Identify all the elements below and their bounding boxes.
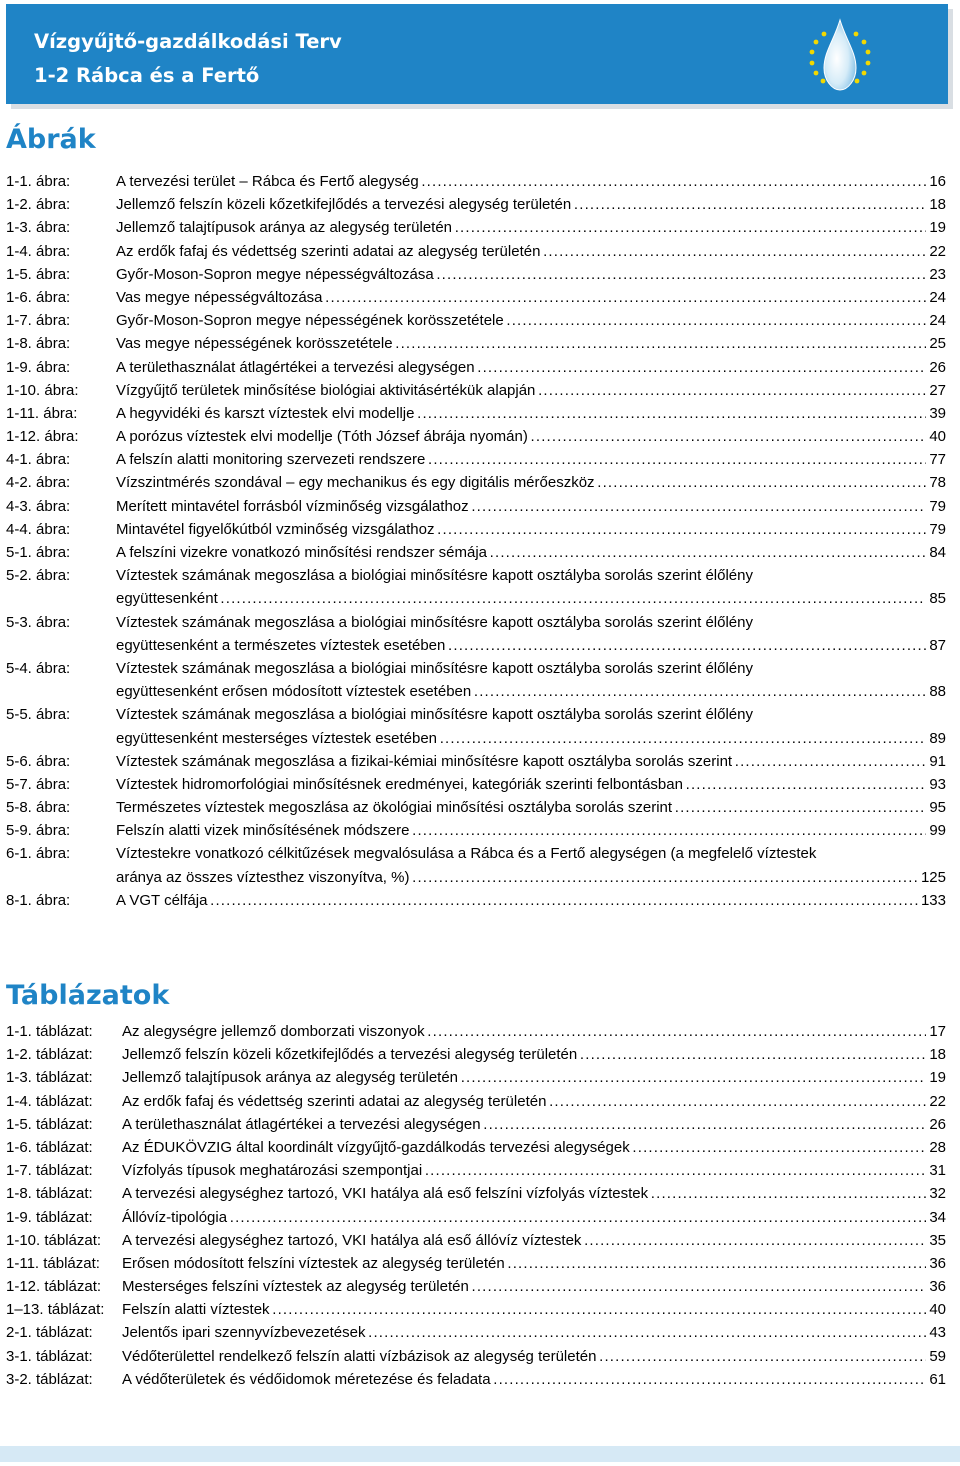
figure-caption-line (116, 866, 946, 889)
table-caption-line (122, 1229, 946, 1252)
table-caption (122, 1043, 946, 1066)
figure-caption (116, 750, 946, 773)
figure-caption (116, 379, 946, 402)
figure-entry[interactable] (6, 819, 946, 842)
figure-caption-line (116, 727, 946, 750)
figure-caption-text: együttesenként . . . (116, 587, 946, 610)
figure-caption (116, 541, 946, 564)
page-number: 99 (926, 819, 946, 842)
figure-caption-text: Természetes víztestek megoszlása az ökológiai minősítési osztályba sorolás szerint . . . (116, 796, 946, 819)
table-entry[interactable] (6, 1321, 946, 1344)
page-number: 26 (926, 356, 946, 379)
figure-caption (116, 356, 946, 379)
table-label: 1-11. táblázat: (6, 1254, 100, 1272)
figure-caption-line (116, 240, 946, 263)
figure-caption-line (116, 471, 946, 494)
figure-caption-text: A tervezési terület – Rábca és Fertő alegység . . . (116, 170, 946, 193)
figure-caption-line (116, 286, 946, 309)
figure-entry[interactable] (6, 541, 946, 564)
page-number: 88 (926, 680, 946, 703)
table-caption (122, 1066, 946, 1089)
table-caption (122, 1229, 946, 1252)
table-caption-line (122, 1090, 946, 1113)
table-entry[interactable] (6, 1066, 946, 1089)
figure-label: 5-7. ábra: (6, 775, 71, 793)
table-label: 1-7. táblázat: (6, 1162, 93, 1180)
figure-caption (116, 471, 946, 494)
figure-caption-text: Víztestek számának megoszlása a fizikai-kémiai minősítésre kapott osztályba sorolás szerint . . . (116, 750, 946, 773)
figure-caption (116, 309, 946, 332)
figure-caption-text: Vas megye népességének korösszetétele . . . (116, 332, 946, 355)
figure-caption (116, 448, 946, 471)
figure-label: 1-12. ábra: (6, 428, 79, 446)
table-caption-text: Erősen módosított felszíni víztestek az alegység területén . . . (122, 1252, 946, 1275)
figure-entry[interactable] (6, 263, 946, 286)
figure-caption-line (116, 587, 946, 610)
page-number: 77 (926, 448, 946, 471)
table-label: 1–13. táblázat: (6, 1301, 105, 1319)
document-subtitle: 1-2 Rábca és a Fertő (34, 64, 260, 87)
figure-label: 1-8. ábra: (6, 335, 71, 353)
table-label: 1-10. táblázat: (6, 1231, 102, 1249)
table-entry[interactable] (6, 1090, 946, 1113)
page-number: 95 (926, 796, 946, 819)
table-entry[interactable] (6, 1252, 946, 1275)
table-caption-line (122, 1066, 946, 1089)
figure-entry[interactable] (6, 889, 946, 912)
table-label: 2-1. táblázat: (6, 1324, 93, 1342)
figure-caption-line (116, 309, 946, 332)
table-caption-text: Mesterséges felszíni víztestek az alegység területén . . . (122, 1275, 946, 1298)
water-drop-eu-stars-icon (804, 14, 876, 96)
figure-caption (116, 216, 946, 239)
table-entry[interactable] (6, 1043, 946, 1066)
page-number: 43 (926, 1321, 946, 1344)
table-caption (122, 1345, 946, 1368)
footer-bar (0, 1446, 960, 1462)
figure-caption (116, 425, 946, 448)
table-caption (122, 1206, 946, 1229)
page-number: 18 (926, 1043, 946, 1066)
page-number: 17 (926, 1020, 946, 1043)
figure-caption-line (116, 332, 946, 355)
table-caption-text: Az erdők fafaj és védettség szerinti adatai az alegység területén . . . (122, 1090, 946, 1113)
figure-caption-text: együttesenként erősen módosított víztestek esetében . . . (116, 680, 946, 703)
figure-label: 1-10. ábra: (6, 381, 79, 399)
table-caption-line (122, 1020, 946, 1043)
page-number: 78 (926, 471, 946, 494)
figure-caption-text: A VGT célfája . . . (116, 889, 946, 912)
page-number: 36 (926, 1275, 946, 1298)
figure-caption-line (116, 773, 946, 796)
page-number: 22 (926, 240, 946, 263)
figure-caption-text: Vízgyűjtő területek minősítése biológiai aktivitásértékük alapján . . . (116, 379, 946, 402)
figure-entry[interactable] (6, 703, 946, 749)
figure-label: 5-9. ábra: (6, 822, 71, 840)
table-caption (122, 1368, 946, 1391)
figure-entry[interactable] (6, 193, 946, 216)
page-number: 36 (926, 1252, 946, 1275)
table-caption-text: Védőterülettel rendelkező felszín alatti vízbázisok az alegység területén . . . (122, 1345, 946, 1368)
figure-caption-text: A felszíni vizekre vonatkozó minősítési rendszer sémája . . . (116, 541, 946, 564)
figure-caption-text: Vízszintmérés szondával – egy mechanikus és egy digitális mérőeszköz . . . (116, 471, 946, 494)
figure-label: 1-3. ábra: (6, 219, 71, 237)
figure-entry[interactable] (6, 356, 946, 379)
figure-caption-text: A hegyvidéki és karszt víztestek elvi modellje . . . (116, 402, 946, 425)
table-caption-line (122, 1159, 946, 1182)
figure-caption-line (116, 193, 946, 216)
table-caption-line (122, 1113, 946, 1136)
tables-heading: Táblázatok (6, 980, 170, 1011)
figure-caption-line: Víztestekre vonatkozó célkitűzések megvalósulása a Rábca és a Fertő alegységen (a megfelelő víztestek (116, 845, 817, 863)
figure-label: 1-5. ábra: (6, 265, 71, 283)
table-caption-text: Az alegységre jellemző domborzati viszonyok . . . (122, 1020, 946, 1043)
page-number: 26 (926, 1113, 946, 1136)
figure-label: 4-3. ábra: (6, 497, 71, 515)
figure-caption-text: együttesenként mesterséges víztestek esetében . . . (116, 727, 946, 750)
figure-entry[interactable] (6, 796, 946, 819)
figure-caption (116, 796, 946, 819)
figure-caption-line (116, 402, 946, 425)
figure-caption (116, 495, 946, 518)
table-entry[interactable] (6, 1182, 946, 1205)
figure-caption-text: Jellemző felszín közeli kőzetkifejlődés a tervezési alegység területén . . . (116, 193, 946, 216)
page-number: 40 (926, 1298, 946, 1321)
page-number: 133 (918, 889, 946, 912)
table-label: 1-8. táblázat: (6, 1185, 93, 1203)
table-entry[interactable] (6, 1113, 946, 1136)
figure-caption-line (116, 425, 946, 448)
figure-label: 1-4. ábra: (6, 242, 71, 260)
figure-caption-text: együttesenként a természetes víztestek esetében . . . (116, 634, 946, 657)
figure-label: 5-4. ábra: (6, 659, 71, 677)
figure-caption (116, 819, 946, 842)
table-entry[interactable] (6, 1298, 946, 1321)
figure-caption-text: A területhasználat átlagértékei a tervezési alegységen . . . (116, 356, 946, 379)
table-label: 1-5. táblázat: (6, 1115, 93, 1133)
figure-entry[interactable] (6, 611, 946, 657)
table-caption-line (122, 1345, 946, 1368)
table-label: 1-1. táblázat: (6, 1023, 93, 1040)
table-caption (122, 1182, 946, 1205)
table-caption-text: Állóvíz-tipológia . . . (122, 1206, 946, 1229)
figure-caption-line (116, 379, 946, 402)
page-number: 24 (926, 286, 946, 309)
page-number: 85 (926, 587, 946, 610)
figure-entry[interactable] (6, 564, 946, 610)
figure-caption (116, 518, 946, 541)
figure-caption (116, 611, 946, 657)
figure-caption-text: Mintavétel figyelőkútból vzminőség vizsgálathoz . . . (116, 518, 946, 541)
table-label: 1-2. táblázat: (6, 1046, 93, 1064)
document-title: Vízgyűjtő-gazdálkodási Terv (34, 30, 342, 53)
figure-caption-line (116, 216, 946, 239)
figure-label: 1-9. ábra: (6, 358, 71, 376)
figure-label: 1-2. ábra: (6, 196, 71, 214)
figure-caption (116, 286, 946, 309)
page-number: 87 (926, 634, 946, 657)
figure-caption-text: aránya az összes víztesthez viszonyítva, %) . . . (116, 866, 946, 889)
figure-caption-line: Víztestek számának megoszlása a biológiai minősítésre kapott osztályba sorolás szerint élőlény (116, 613, 753, 631)
table-caption (122, 1113, 946, 1136)
table-caption-text: A védőterületek és védőidomok méretezése és feladata . . . (122, 1368, 946, 1391)
table-caption-text: Felszín alatti víztestek . . . (122, 1298, 946, 1321)
figure-label: 6-1. ábra: (6, 845, 71, 863)
table-caption (122, 1252, 946, 1275)
table-caption-text: Vízfolyás típusok meghatározási szempontjai . . . (122, 1159, 946, 1182)
table-label: 3-2. táblázat: (6, 1370, 93, 1388)
figure-label: 1-6. ábra: (6, 288, 71, 306)
table-label: 1-6. táblázat: (6, 1138, 93, 1156)
page-number: 93 (926, 773, 946, 796)
figure-caption (116, 170, 946, 193)
figure-caption-line (116, 750, 946, 773)
table-caption (122, 1159, 946, 1182)
figure-caption (116, 657, 946, 703)
page-number: 25 (926, 332, 946, 355)
table-caption-line (122, 1252, 946, 1275)
table-entry[interactable] (6, 1020, 946, 1043)
page-number: 34 (926, 1206, 946, 1229)
figure-caption-text: Az erdők fafaj és védettség szerinti adatai az alegység területén . . . (116, 240, 946, 263)
figure-entry[interactable] (6, 240, 946, 263)
figure-caption-line (116, 448, 946, 471)
table-caption-line (122, 1182, 946, 1205)
figure-caption-text: A felszín alatti monitoring szervezeti rendszere . . . (116, 448, 946, 471)
figure-caption-line (116, 356, 946, 379)
figure-label: 5-3. ábra: (6, 613, 71, 631)
figure-caption (116, 402, 946, 425)
table-caption-text: A tervezési alegységhez tartozó, VKI hatálya alá eső állóvíz víztestek . . . (122, 1229, 946, 1252)
figure-caption-text: A porózus víztestek elvi modellje (Tóth József ábrája nyomán) . . . (116, 425, 946, 448)
figure-entry[interactable] (6, 842, 946, 888)
figure-caption-line (116, 263, 946, 286)
figure-label: 5-8. ábra: (6, 799, 71, 817)
figure-label: 4-4. ábra: (6, 520, 71, 538)
figure-entry[interactable] (6, 773, 946, 796)
figure-label: 5-2. ábra: (6, 567, 71, 585)
page-number: 31 (926, 1159, 946, 1182)
figures-list (6, 170, 946, 912)
table-caption (122, 1090, 946, 1113)
figure-entry[interactable] (6, 657, 946, 703)
figure-entry[interactable] (6, 495, 946, 518)
table-entry[interactable] (6, 1159, 946, 1182)
page-number: 59 (926, 1345, 946, 1368)
table-caption-text: A területhasználat átlagértékei a tervezési alegységen . . . (122, 1113, 946, 1136)
table-label: 1-9. táblázat: (6, 1208, 93, 1226)
table-entry[interactable] (6, 1206, 946, 1229)
figure-entry[interactable] (6, 216, 946, 239)
figure-entry[interactable] (6, 448, 946, 471)
table-caption-text: Jellemző felszín közeli kőzetkifejlődés a tervezési alegység területén . . . (122, 1043, 946, 1066)
figure-caption-line (116, 518, 946, 541)
table-caption-text: Az ÉDUKÖVZIG által koordinált vízgyűjtő-gazdálkodás tervezési alegységek . . . (122, 1136, 946, 1159)
figure-caption-text: Győr-Moson-Sopron megye népességének korösszetétele . . . (116, 309, 946, 332)
table-caption-line (122, 1298, 946, 1321)
figure-caption-line (116, 819, 946, 842)
figure-caption (116, 889, 946, 912)
table-label: 1-4. táblázat: (6, 1092, 93, 1110)
table-entry[interactable] (6, 1136, 946, 1159)
page-number: 16 (926, 170, 946, 193)
page-number: 40 (926, 425, 946, 448)
figure-caption (116, 263, 946, 286)
figure-label: 1-11. ábra: (6, 404, 78, 422)
figure-caption-text: Felszín alatti vizek minősítésének módszere . . . (116, 819, 946, 842)
table-label: 1-3. táblázat: (6, 1069, 93, 1087)
table-entry[interactable] (6, 1229, 946, 1252)
table-caption-text: A tervezési alegységhez tartozó, VKI hatálya alá eső felszíni vízfolyás víztestek . . . (122, 1182, 946, 1205)
figure-caption-line (116, 796, 946, 819)
figure-caption-line (116, 541, 946, 564)
figure-caption-line (116, 170, 946, 193)
table-caption (122, 1321, 946, 1344)
figure-label: 5-6. ábra: (6, 752, 71, 770)
figure-caption-text: Vas megye népességváltozása . . . (116, 286, 946, 309)
table-caption-text: Jellemző talajtípusok aránya az alegység területén . . . (122, 1066, 946, 1089)
table-caption-line (122, 1275, 946, 1298)
figure-caption-line: Víztestek számának megoszlása a biológiai minősítésre kapott osztályba sorolás szerint élőlény (116, 659, 753, 677)
page-number: 84 (926, 541, 946, 564)
figure-caption-line: Víztestek számának megoszlása a biológiai minősítésre kapott osztályba sorolás szerint élőlény (116, 706, 753, 724)
figure-caption (116, 842, 946, 888)
page-number: 19 (926, 216, 946, 239)
page-number: 24 (926, 309, 946, 332)
table-caption (122, 1020, 946, 1043)
page-number: 79 (926, 495, 946, 518)
page-number: 39 (926, 402, 946, 425)
table-caption-line (122, 1321, 946, 1344)
figure-label: 1-7. ábra: (6, 312, 71, 330)
figure-caption-text: Győr-Moson-Sopron megye népességváltozása . . . (116, 263, 946, 286)
figure-caption-text: Víztestek hidromorfológiai minősítésnek eredményei, kategóriák szerinti felbontásban . . . (116, 773, 946, 796)
figure-entry[interactable] (6, 402, 946, 425)
figure-label: 1-1. ábra: (6, 173, 71, 190)
table-entry[interactable] (6, 1345, 946, 1368)
figure-label: 4-2. ábra: (6, 474, 71, 492)
figure-entry[interactable] (6, 750, 946, 773)
table-caption-line (122, 1136, 946, 1159)
table-caption-line (122, 1043, 946, 1066)
figure-entry[interactable] (6, 425, 946, 448)
page-number: 61 (926, 1368, 946, 1391)
page-number: 91 (926, 750, 946, 773)
figure-entry[interactable] (6, 379, 946, 402)
table-label: 1-12. táblázat: (6, 1278, 102, 1296)
page-number: 19 (926, 1066, 946, 1089)
figure-entry[interactable] (6, 332, 946, 355)
figure-entry[interactable] (6, 286, 946, 309)
table-label: 3-1. táblázat: (6, 1347, 93, 1365)
table-entry[interactable] (6, 1275, 946, 1298)
figure-caption (116, 564, 946, 610)
page-number: 89 (926, 727, 946, 750)
table-caption (122, 1275, 946, 1298)
figure-caption (116, 240, 946, 263)
tables-list (6, 1020, 946, 1391)
figures-heading: Ábrák (6, 124, 96, 155)
figure-caption-line (116, 889, 946, 912)
figure-entry[interactable] (6, 471, 946, 494)
figure-caption (116, 773, 946, 796)
figure-caption (116, 332, 946, 355)
figure-caption-line (116, 634, 946, 657)
figure-entry[interactable] (6, 518, 946, 541)
figure-caption-line: Víztestek számának megoszlása a biológiai minősítésre kapott osztályba sorolás szerint élőlény (116, 567, 753, 585)
figure-caption-text: Jellemző talajtípusok aránya az alegység területén . . . (116, 216, 946, 239)
figure-label: 5-1. ábra: (6, 544, 71, 561)
figure-label: 5-5. ábra: (6, 706, 71, 724)
page-number: 35 (926, 1229, 946, 1252)
figure-entry[interactable] (6, 170, 946, 193)
table-entry[interactable] (6, 1368, 946, 1391)
page-number: 79 (926, 518, 946, 541)
header-banner (6, 4, 948, 104)
figure-label: 8-1. ábra: (6, 891, 71, 909)
page-number: 32 (926, 1182, 946, 1205)
figure-caption-text: Merített mintavétel forrásból vízminőség vizsgálathoz . . . (116, 495, 946, 518)
table-caption (122, 1298, 946, 1321)
page-number: 125 (918, 866, 946, 889)
table-caption-line (122, 1206, 946, 1229)
page-number: 27 (926, 379, 946, 402)
table-caption-text: Jelentős ipari szennyvízbevezetések . . . (122, 1321, 946, 1344)
figure-caption-line (116, 495, 946, 518)
figure-entry[interactable] (6, 309, 946, 332)
table-caption-line (122, 1368, 946, 1391)
table-caption (122, 1136, 946, 1159)
page-number: 22 (926, 1090, 946, 1113)
page-number: 18 (926, 193, 946, 216)
figure-caption (116, 193, 946, 216)
figure-caption (116, 703, 946, 749)
page-number: 23 (926, 263, 946, 286)
page-number: 28 (926, 1136, 946, 1159)
figure-caption-line (116, 680, 946, 703)
figure-label: 4-1. ábra: (6, 451, 71, 469)
